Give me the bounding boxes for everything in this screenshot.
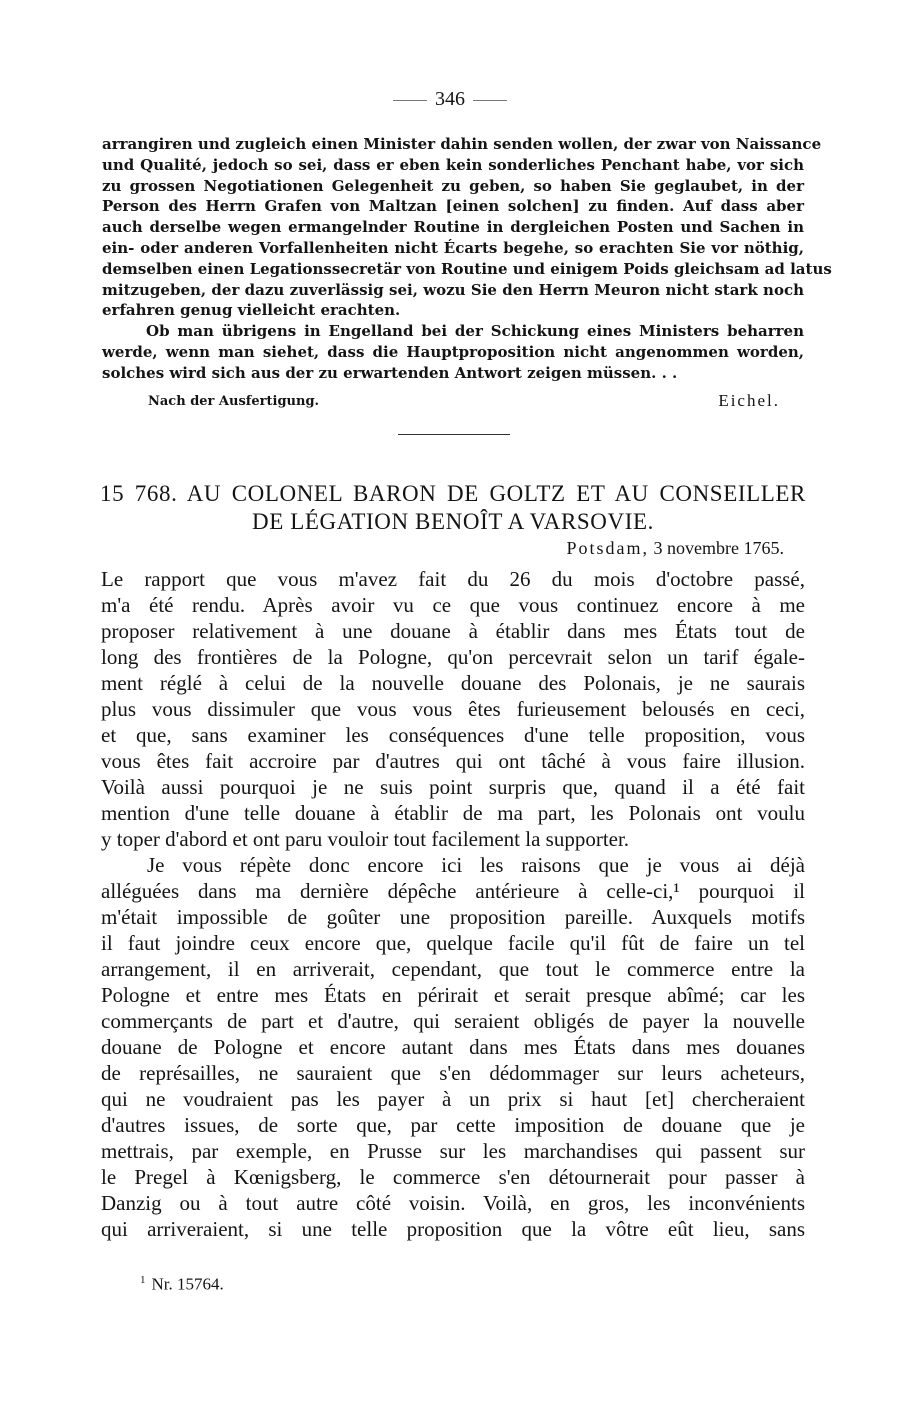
body-line: ment réglé à celui de la nouvelle douane des Polonais, je ne saurais — [101, 671, 805, 695]
letter-body — [101, 566, 805, 1242]
letter-line: Ob man übrigens in Engelland bei der Schickung eines Ministers beharren — [146, 322, 804, 341]
body-line: il faut joindre ceux encore que, quelque facile qu'il fût de faire un tel — [101, 931, 805, 955]
body-line: le Pregel à Kœnigsberg, le commerce s'en détournerait pour passer à — [101, 1165, 805, 1189]
letter-line: erfahren genug vielleicht erachten. — [102, 301, 401, 320]
body-line: de représailles, ne sauraient que s'en dédommager sur leurs acheteurs, — [101, 1061, 805, 1085]
letter-line: arrangiren und zugleich einen Minister dahin senden wollen, der zwar von Naissance — [102, 135, 822, 153]
footnote-text: Nr. 15764. — [151, 1274, 224, 1294]
body-line: mettrais, par exemple, en Prusse sur les marchandises qui passent sur — [101, 1139, 805, 1163]
body-line: y toper d'abord et ont paru vouloir tout facilement la supporter. — [101, 827, 630, 851]
body-line: long des frontières de la Pologne, qu'on percevrait selon un tarif égale- — [101, 645, 805, 669]
source-note-row — [148, 391, 788, 416]
body-line: Le rapport que vous m'avez fait du 26 du mois d'octobre passé, — [101, 567, 805, 591]
section-divider — [398, 434, 510, 435]
body-line: douane de Pologne et encore autant dans mes États dans mes douanes — [101, 1035, 805, 1059]
body-line: mention d'une telle douane à établir de ma part, les Polonais ont voulu — [101, 801, 805, 825]
body-line: vous êtes fait accroire par d'autres qui ont tâché à vous faire illusion. — [101, 749, 805, 773]
header-dash-right — [473, 100, 507, 101]
title-line-2: DE LÉGATION BENOÎT A VARSOVIE. — [252, 509, 654, 534]
body-line: Voilà aussi pourquoi je ne suis point surpris que, quand il a été fait — [101, 775, 805, 799]
letter-line: und Qualité, jedoch so sei, dass er eben kein sonderliches Penchant habe, vor sich — [102, 155, 804, 174]
body-line: alléguées dans ma dernière dépêche antérieure à celle-ci,¹ pourquoi il — [101, 879, 805, 903]
letter-line: zu grossen Negotiationen Gelegenheit zu geben, so haben Sie geglaubet, in der — [102, 176, 804, 195]
body-line: qui arriveraient, si une telle proposition que la vôtre eût lieu, sans — [101, 1217, 805, 1241]
body-line: Danzig ou à tout autre côté voisin. Voilà, en gros, les inconvénients — [101, 1191, 805, 1215]
body-line: proposer relativement à une douane à établir dans mes États tout de — [101, 619, 805, 643]
body-line: qui ne voudraient pas les payer à un prix si haut [et] chercheraient — [101, 1087, 805, 1111]
body-line: Je vous répète donc encore ici les raisons que je vous ai déjà — [147, 853, 805, 877]
source-note: Nach der Ausfertigung. — [148, 394, 320, 409]
body-line: m'a été rendu. Après avoir vu ce que vous continuez encore à me — [101, 593, 805, 617]
body-line: commerçants de part et d'autre, qui seraient obligés de payer la nouvelle — [101, 1009, 805, 1033]
letter-line: demselben einen Legationssecretär von Routine und einigem Poids gleichsam ad latus — [102, 259, 832, 278]
date-place: Potsdam, — [566, 538, 650, 558]
header-dash-left — [393, 100, 427, 101]
letter-continuation — [102, 134, 832, 384]
letter-line: werde, wenn man siehet, dass die Hauptproposition nicht angenommen worden, — [102, 342, 804, 361]
page-number: 346 — [435, 88, 465, 110]
footnote — [140, 1274, 440, 1295]
signature: Eichel. — [718, 391, 780, 410]
dateline — [430, 538, 784, 559]
letter-line: Person des Herrn Grafen von Maltzan [einen solchen] zu finden. Auf dass aber — [102, 197, 804, 216]
letter-line: mitzugeben, der dazu zuverlässig sei, wozu Sie den Herrn Meuron nicht stark noch — [102, 280, 804, 299]
footnote-mark: 1 — [140, 1274, 146, 1286]
page-number-header — [370, 88, 530, 118]
body-line: m'était impossible de goûter une proposition pareille. Auxquels motifs — [101, 905, 805, 929]
body-line: arrangement, il en arriverait, cependant, que tout le commerce entre la — [101, 957, 805, 981]
body-line: Pologne et entre mes États en périrait et serait presque abîmé; car les — [101, 983, 805, 1007]
body-line: plus vous dissimuler que vous vous êtes furieusement belousés en ceci, — [101, 697, 805, 721]
body-line: et que, sans examiner les conséquences d'une telle proposition, vous — [101, 723, 805, 747]
document-title — [100, 480, 806, 536]
letter-line: solches wird sich aus der zu erwartenden Antwort zeigen müssen. . . — [102, 363, 678, 382]
letter-line: auch derselbe wegen ermangelnder Routine in dergleichen Posten und Sachen in — [102, 218, 804, 237]
letter-line: ein- oder anderen Vorfallenheiten nicht Écarts begehe, so erachten Sie vor nöthig, — [102, 238, 804, 257]
body-line: d'autres issues, de sorte que, par cette imposition de douane que je — [101, 1113, 805, 1137]
title-line-1: 15 768. AU COLONEL BARON DE GOLTZ ET AU CONSEILLER — [100, 481, 806, 506]
date-text: 3 novembre 1765. — [653, 538, 784, 558]
